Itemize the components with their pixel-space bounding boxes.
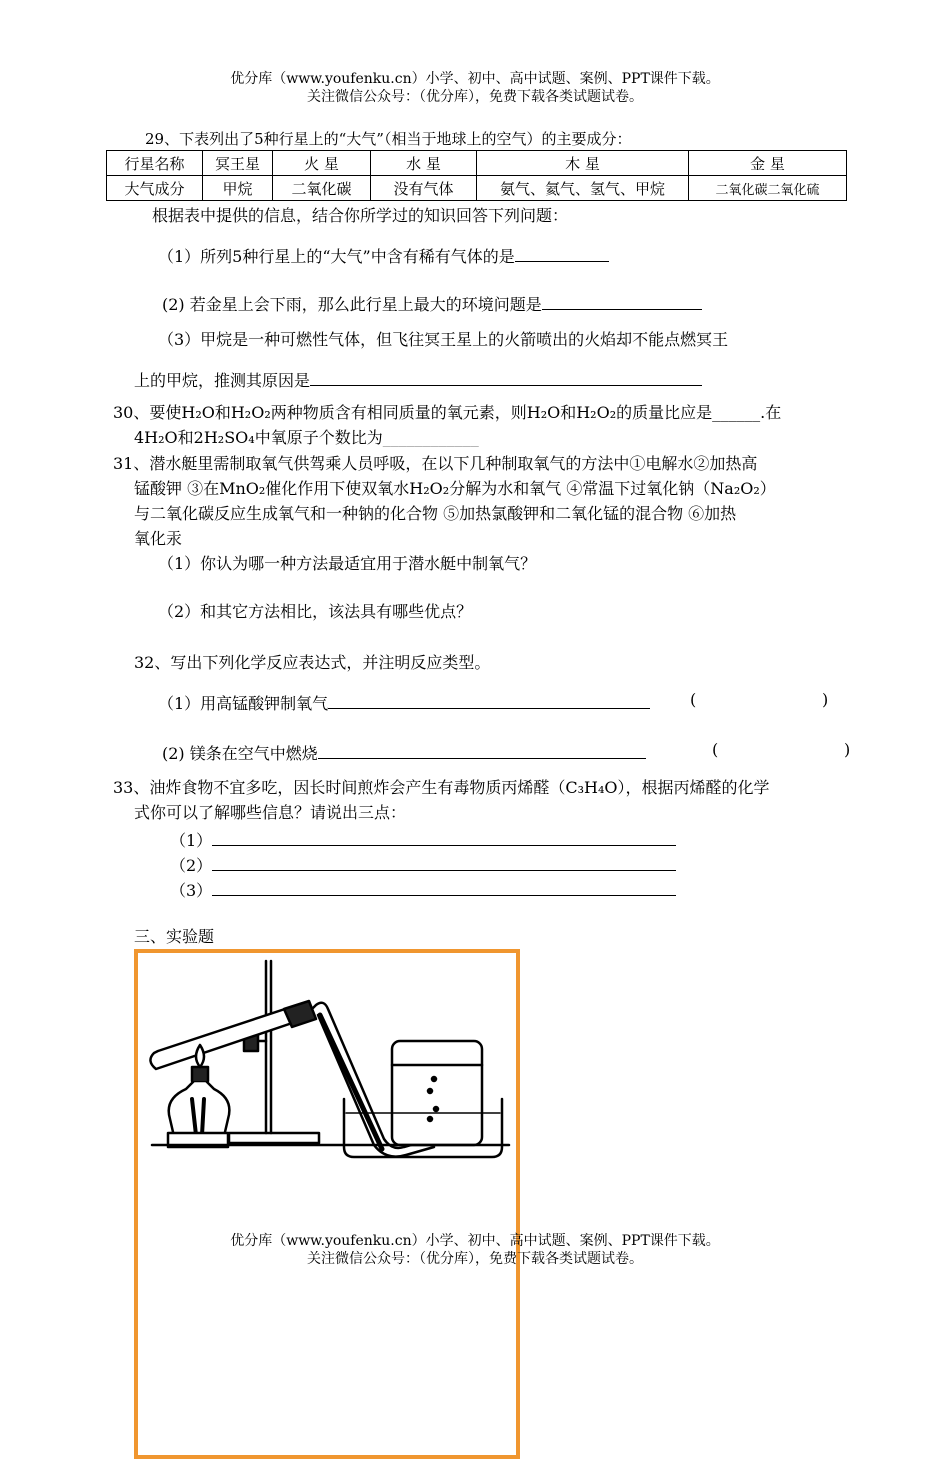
table-cell: 火 星 <box>273 151 371 176</box>
q33-item-label: （2） <box>170 856 213 875</box>
q29-part2-text: (2) 若金星上会下雨，那么此行星上最大的环境问题是 <box>162 295 542 314</box>
q33-item-1 <box>170 827 676 852</box>
answer-blank[interactable] <box>212 827 676 846</box>
q29-part3-text: 上的甲烷，推测其原因是 <box>134 371 311 390</box>
q30-line2-text: 4H₂O和2H₂SO₄中氧原子个数比为 <box>134 428 383 447</box>
answer-blank[interactable] <box>310 367 702 386</box>
q30-line2 <box>134 427 479 449</box>
header-line-2: 关注微信公众号：（优分库），免费下载各类试题试卷。 <box>307 89 643 105</box>
q31-line3: 与二氧化碳反应生成氧气和一种钠的化合物 ⑤加热氯酸钾和二氧化锰的混合物 ⑥加热 <box>134 504 737 523</box>
q31-line1: 31、潜水艇里需制取氧气供驾乘人员呼吸，在以下几种制取氧气的方法中①电解水②加热高 <box>113 454 758 473</box>
stand-base <box>229 1133 319 1143</box>
q32-part2-text: (2) 镁条在空气中燃烧 <box>162 744 318 763</box>
header-line-1: 优分库（www.youfenku.cn）小学、初中、高中试题、案例、PPT课件下载。 <box>230 71 720 87</box>
answer-blank[interactable] <box>542 291 702 310</box>
q33-item-3 <box>170 877 676 902</box>
q29-intro: 根据表中提供的信息，结合你所学过的知识回答下列问题： <box>152 206 569 225</box>
answer-blank[interactable] <box>515 243 609 262</box>
table-cell: 氨气、氦气、氢气、甲烷 <box>477 176 689 201</box>
paren-close: ) <box>844 740 851 759</box>
table-cell: 水 星 <box>371 151 477 176</box>
paren-open: ( <box>712 740 719 759</box>
answer-blank[interactable] <box>212 852 676 871</box>
footer-line-2: 关注微信公众号：（优分库），免费下载各类试题试卷。 <box>307 1251 643 1267</box>
answer-blank[interactable] <box>318 740 646 759</box>
answer-blank[interactable] <box>212 877 676 896</box>
table-cell: 甲烷 <box>203 176 273 201</box>
q29-part2 <box>162 291 702 316</box>
footer-line-1: 优分库（www.youfenku.cn）小学、初中、高中试题、案例、PPT课件下载。 <box>230 1233 720 1249</box>
q33-line1: 33、油炸食物不宜多吃，因长时间煎炸会产生有毒物质丙烯醛（C₃H₄O），根据丙烯醛的化学 <box>113 778 770 797</box>
q33-line2: 式你可以了解哪些信息？请说出三点： <box>134 803 407 822</box>
q29-part1-text: （1）所列5种行星上的“大气”中含有稀有气体的是 <box>158 247 515 266</box>
q31-part2: （2）和其它方法相比，该法具有哪些优点？ <box>158 602 473 621</box>
q29-part3-line2 <box>134 367 702 392</box>
oxygen-collection-apparatus-illustration <box>134 949 524 1459</box>
table-cell: 二氧化碳 <box>273 176 371 201</box>
table-cell: 二氧化碳二氧化硫 <box>689 176 847 201</box>
q33-item-label: （3） <box>170 881 213 900</box>
table-cell: 行星名称 <box>107 151 203 176</box>
answer-blank[interactable]: ____________ <box>382 428 479 447</box>
answer-blank[interactable] <box>328 690 650 709</box>
table-cell: 没有气体 <box>371 176 477 201</box>
planet-atmosphere-table <box>106 150 847 201</box>
table-row <box>107 151 847 176</box>
paren-close: ) <box>822 690 829 709</box>
q29-part1 <box>158 243 609 268</box>
q29-stem: 29、下表列出了5种行星上的“大气”（相当于地球上的空气）的主要成分： <box>145 130 632 148</box>
q32-part1 <box>158 690 650 715</box>
table-cell: 大气成分 <box>107 176 203 201</box>
q29-part3-line1: （3）甲烷是一种可燃性气体，但飞往冥王星上的火箭喷出的火焰却不能点燃冥王 <box>158 330 729 349</box>
table-cell: 木 星 <box>477 151 689 176</box>
q33-item-label: （1） <box>170 831 213 850</box>
q33-item-2 <box>170 852 676 877</box>
table-row <box>107 176 847 201</box>
q31-line2: 锰酸钾 ③在MnO₂催化作用下使双氧水H₂O₂分解为水和氧气 ④常温下过氧化钠（Na₂O₂） <box>134 479 776 498</box>
q32-part2 <box>162 740 646 765</box>
q30-line1: 30、要使H₂O和H₂O₂两种物质含有相同质量的氧元素，则H₂O和H₂O₂的质量比应是______.在 <box>113 403 782 422</box>
table-cell: 冥王星 <box>203 151 273 176</box>
table-cell: 金 星 <box>689 151 847 176</box>
q31-part1: （1）你认为哪一种方法最适宜用于潜水艇中制氧气？ <box>158 554 537 573</box>
section-title: 三、实验题 <box>134 927 215 946</box>
q31-line4: 氧化汞 <box>134 529 183 548</box>
q32-stem: 32、写出下列化学反应表达式，并注明反应类型。 <box>134 653 491 672</box>
paren-open: ( <box>690 690 697 709</box>
q32-part1-text: （1）用高锰酸钾制氧气 <box>158 694 329 713</box>
